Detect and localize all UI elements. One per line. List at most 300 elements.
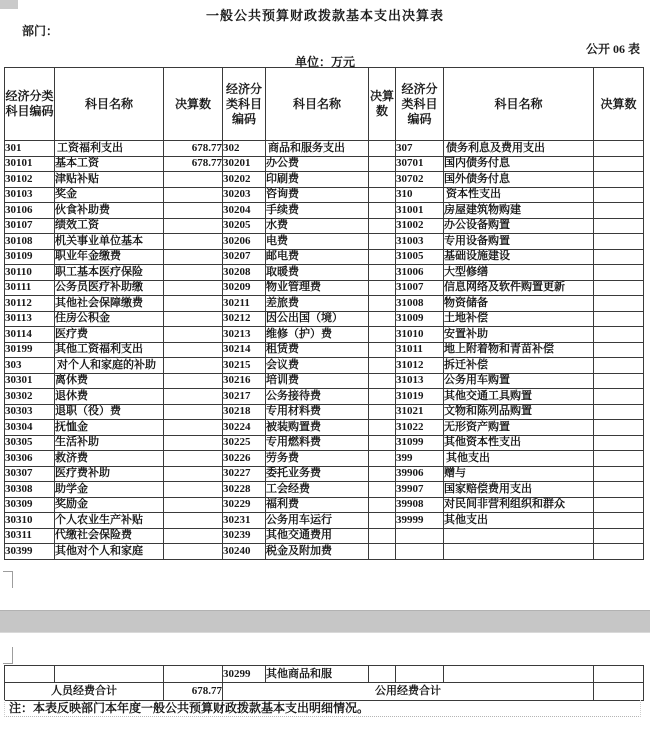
table-row bbox=[5, 482, 644, 498]
value-cell bbox=[369, 280, 396, 296]
name-cell: 机关事业单位基本 bbox=[55, 234, 164, 250]
table-row bbox=[5, 528, 644, 544]
table-row bbox=[5, 203, 644, 219]
value-cell bbox=[164, 435, 223, 451]
value-cell bbox=[164, 249, 223, 265]
name-cell: 物业管理费 bbox=[266, 280, 369, 296]
value-cell bbox=[594, 420, 644, 436]
value-cell bbox=[594, 311, 644, 327]
value-cell bbox=[369, 482, 396, 498]
code-cell: 31010 bbox=[396, 327, 444, 343]
name-cell: 大型修缮 bbox=[444, 265, 594, 281]
value-cell bbox=[369, 435, 396, 451]
value-cell bbox=[594, 342, 644, 358]
value-cell bbox=[164, 327, 223, 343]
name-cell: 工会经费 bbox=[266, 482, 369, 498]
code-cell: 31022 bbox=[396, 420, 444, 436]
value-cell bbox=[594, 466, 644, 482]
header-name-3: 科目名称 bbox=[444, 68, 594, 141]
value-cell bbox=[369, 327, 396, 343]
table-row bbox=[5, 218, 644, 234]
value-cell bbox=[594, 141, 644, 157]
value-cell bbox=[164, 373, 223, 389]
name-cell: 因公出国（境） bbox=[266, 311, 369, 327]
code-cell: 30224 bbox=[223, 420, 266, 436]
name-cell: 绩效工资 bbox=[55, 218, 164, 234]
name-cell: 救济费 bbox=[55, 451, 164, 467]
value-cell bbox=[594, 280, 644, 296]
name-cell: 抚恤金 bbox=[55, 420, 164, 436]
value-cell bbox=[164, 666, 223, 683]
name-cell: 维修（护）费 bbox=[266, 327, 369, 343]
table-number: 公开 06 表 bbox=[585, 42, 640, 56]
code-cell: 30225 bbox=[223, 435, 266, 451]
name-cell: 医疗费补助 bbox=[55, 466, 164, 482]
code-cell: 30702 bbox=[396, 172, 444, 188]
name-cell: 土地补偿 bbox=[444, 311, 594, 327]
value-cell bbox=[594, 404, 644, 420]
value-cell bbox=[594, 296, 644, 312]
name-cell: 基础设施建设 bbox=[444, 249, 594, 265]
value-cell bbox=[164, 234, 223, 250]
name-cell bbox=[444, 528, 594, 544]
value-cell bbox=[369, 265, 396, 281]
name-cell: 基本工资 bbox=[55, 156, 164, 172]
header-value-3: 决算数 bbox=[594, 68, 644, 141]
name-cell: 税金及附加费 bbox=[266, 544, 369, 560]
name-cell: 助学金 bbox=[55, 482, 164, 498]
table-row bbox=[5, 435, 644, 451]
code-cell: 30306 bbox=[5, 451, 55, 467]
table-row bbox=[5, 327, 644, 343]
name-cell: 电费 bbox=[266, 234, 369, 250]
code-cell: 30201 bbox=[223, 156, 266, 172]
personnel-total-label: 人员经费合计 bbox=[5, 683, 164, 701]
code-cell: 303 bbox=[5, 358, 55, 374]
name-cell: 生活补助 bbox=[55, 435, 164, 451]
name-cell: 物资储备 bbox=[444, 296, 594, 312]
value-cell bbox=[369, 420, 396, 436]
header-code-3: 经济分类科目编码 bbox=[396, 68, 444, 141]
code-cell: 30226 bbox=[223, 451, 266, 467]
code-cell: 30310 bbox=[5, 513, 55, 529]
code-cell: 39908 bbox=[396, 497, 444, 513]
value-cell bbox=[594, 218, 644, 234]
code-cell: 30307 bbox=[5, 466, 55, 482]
code-cell: 30299 bbox=[223, 666, 266, 683]
code-cell: 30202 bbox=[223, 172, 266, 188]
code-cell: 301 bbox=[5, 141, 55, 157]
value-cell bbox=[369, 296, 396, 312]
name-cell: 印刷费 bbox=[266, 172, 369, 188]
name-cell: 其他工资福利支出 bbox=[55, 342, 164, 358]
code-cell: 31007 bbox=[396, 280, 444, 296]
name-cell: 房屋建筑物购建 bbox=[444, 203, 594, 219]
value-cell bbox=[369, 451, 396, 467]
name-cell: 工资福利支出 bbox=[55, 141, 164, 157]
name-cell: 咨询费 bbox=[266, 187, 369, 203]
header-name-1: 科目名称 bbox=[55, 68, 164, 141]
name-cell: 公务用车购置 bbox=[444, 373, 594, 389]
name-cell: 对民间非营利组织和群众 bbox=[444, 497, 594, 513]
table-row bbox=[5, 497, 644, 513]
name-cell: 资本性支出 bbox=[444, 187, 594, 203]
name-cell: 赠与 bbox=[444, 466, 594, 482]
value-cell bbox=[594, 389, 644, 405]
name-cell: 对个人和家庭的补助 bbox=[55, 358, 164, 374]
value-cell bbox=[164, 311, 223, 327]
code-cell: 31003 bbox=[396, 234, 444, 250]
value-cell bbox=[369, 404, 396, 420]
value-cell bbox=[369, 373, 396, 389]
code-cell: 30113 bbox=[5, 311, 55, 327]
totals-row bbox=[5, 683, 644, 701]
code-cell: 30240 bbox=[223, 544, 266, 560]
value-cell bbox=[594, 187, 644, 203]
name-cell: 手续费 bbox=[266, 203, 369, 219]
value-cell bbox=[594, 327, 644, 343]
value-cell bbox=[594, 358, 644, 374]
name-cell: 职业年金缴费 bbox=[55, 249, 164, 265]
name-cell: 文物和陈列品购置 bbox=[444, 404, 594, 420]
code-cell: 31021 bbox=[396, 404, 444, 420]
public-total-label: 公用经费合计 bbox=[223, 683, 594, 701]
value-cell bbox=[164, 404, 223, 420]
name-cell: 公务用车运行 bbox=[266, 513, 369, 529]
value-cell: 678.77 bbox=[164, 156, 223, 172]
name-cell: 无形资产购置 bbox=[444, 420, 594, 436]
name-cell: 其他交通工具购置 bbox=[444, 389, 594, 405]
code-cell: 30103 bbox=[5, 187, 55, 203]
name-cell: 公务员医疗补助缴 bbox=[55, 280, 164, 296]
code-cell: 30227 bbox=[223, 466, 266, 482]
value-cell bbox=[594, 373, 644, 389]
value-cell bbox=[369, 203, 396, 219]
name-cell: 国外债务付息 bbox=[444, 172, 594, 188]
value-cell bbox=[164, 544, 223, 560]
table-row bbox=[5, 451, 644, 467]
name-cell bbox=[444, 666, 594, 683]
code-cell: 30205 bbox=[223, 218, 266, 234]
name-cell: 医疗费 bbox=[55, 327, 164, 343]
code-cell: 30214 bbox=[223, 342, 266, 358]
table-note: 注：本表反映部门本年度一般公共预算财政拨款基本支出明细情况。 bbox=[4, 700, 641, 717]
code-cell: 30215 bbox=[223, 358, 266, 374]
code-cell: 30228 bbox=[223, 482, 266, 498]
table-row bbox=[5, 513, 644, 529]
table-row bbox=[5, 544, 644, 560]
code-cell: 30231 bbox=[223, 513, 266, 529]
value-cell bbox=[369, 218, 396, 234]
name-cell: 信息网络及软件购置更新 bbox=[444, 280, 594, 296]
value-cell bbox=[369, 311, 396, 327]
code-cell: 30108 bbox=[5, 234, 55, 250]
code-cell: 30302 bbox=[5, 389, 55, 405]
table-row bbox=[5, 141, 644, 157]
value-cell bbox=[594, 497, 644, 513]
table-row bbox=[5, 404, 644, 420]
code-cell: 30211 bbox=[223, 296, 266, 312]
value-cell bbox=[164, 528, 223, 544]
continuation-row bbox=[5, 666, 644, 683]
code-cell: 31009 bbox=[396, 311, 444, 327]
table-row bbox=[5, 156, 644, 172]
value-cell bbox=[594, 249, 644, 265]
value-cell bbox=[164, 342, 223, 358]
name-cell: 其他商品和服 bbox=[266, 666, 369, 683]
value-cell bbox=[369, 141, 396, 157]
value-cell bbox=[594, 528, 644, 544]
budget-table bbox=[4, 67, 644, 560]
header-name-2: 科目名称 bbox=[266, 68, 369, 141]
name-cell: 福利费 bbox=[266, 497, 369, 513]
code-cell: 30199 bbox=[5, 342, 55, 358]
code-cell bbox=[5, 666, 55, 683]
name-cell bbox=[444, 544, 594, 560]
value-cell bbox=[164, 280, 223, 296]
value-cell bbox=[594, 451, 644, 467]
personnel-total-value: 678.77 bbox=[164, 683, 223, 701]
table-row bbox=[5, 249, 644, 265]
name-cell: 奖金 bbox=[55, 187, 164, 203]
code-cell: 30209 bbox=[223, 280, 266, 296]
code-cell: 30204 bbox=[223, 203, 266, 219]
value-cell bbox=[594, 544, 644, 560]
header-code-1: 经济分类科目编码 bbox=[5, 68, 55, 141]
name-cell: 办公设备购置 bbox=[444, 218, 594, 234]
value-cell bbox=[164, 497, 223, 513]
name-cell bbox=[55, 666, 164, 683]
name-cell: 被装购置费 bbox=[266, 420, 369, 436]
name-cell: 其他对个人和家庭 bbox=[55, 544, 164, 560]
value-cell bbox=[369, 187, 396, 203]
value-cell bbox=[164, 218, 223, 234]
value-cell bbox=[369, 156, 396, 172]
name-cell: 退职（役）费 bbox=[55, 404, 164, 420]
code-cell bbox=[396, 528, 444, 544]
code-cell: 39907 bbox=[396, 482, 444, 498]
code-cell: 30114 bbox=[5, 327, 55, 343]
value-cell bbox=[369, 234, 396, 250]
value-cell bbox=[164, 265, 223, 281]
value-cell bbox=[594, 666, 644, 683]
value-cell bbox=[369, 342, 396, 358]
name-cell: 其他交通费用 bbox=[266, 528, 369, 544]
code-cell: 30208 bbox=[223, 265, 266, 281]
code-cell: 31011 bbox=[396, 342, 444, 358]
value-cell bbox=[594, 156, 644, 172]
name-cell: 劳务费 bbox=[266, 451, 369, 467]
code-cell bbox=[396, 666, 444, 683]
code-cell: 307 bbox=[396, 141, 444, 157]
page-break-band bbox=[0, 610, 650, 633]
value-cell bbox=[164, 187, 223, 203]
name-cell: 安置补助 bbox=[444, 327, 594, 343]
name-cell: 其他支出 bbox=[444, 451, 594, 467]
code-cell: 30301 bbox=[5, 373, 55, 389]
code-cell: 30239 bbox=[223, 528, 266, 544]
code-cell: 31012 bbox=[396, 358, 444, 374]
name-cell: 取暖费 bbox=[266, 265, 369, 281]
name-cell: 奖励金 bbox=[55, 497, 164, 513]
main-table-body bbox=[5, 141, 644, 560]
name-cell: 债务利息及费用支出 bbox=[444, 141, 594, 157]
name-cell: 津贴补贴 bbox=[55, 172, 164, 188]
code-cell: 30304 bbox=[5, 420, 55, 436]
code-cell: 39906 bbox=[396, 466, 444, 482]
code-cell: 30111 bbox=[5, 280, 55, 296]
value-cell bbox=[164, 466, 223, 482]
code-cell: 31013 bbox=[396, 373, 444, 389]
code-cell: 399 bbox=[396, 451, 444, 467]
code-cell bbox=[396, 544, 444, 560]
value-cell bbox=[164, 389, 223, 405]
name-cell: 职工基本医疗保险 bbox=[55, 265, 164, 281]
table-row bbox=[5, 389, 644, 405]
table-row bbox=[5, 420, 644, 436]
name-cell: 代缴社会保险费 bbox=[55, 528, 164, 544]
table-row bbox=[5, 172, 644, 188]
code-cell: 31008 bbox=[396, 296, 444, 312]
value-cell bbox=[369, 249, 396, 265]
code-cell: 302 bbox=[223, 141, 266, 157]
name-cell: 国家赔偿费用支出 bbox=[444, 482, 594, 498]
code-cell: 31005 bbox=[396, 249, 444, 265]
name-cell: 伙食补助费 bbox=[55, 203, 164, 219]
value-cell bbox=[594, 435, 644, 451]
value-cell bbox=[369, 666, 396, 683]
value-cell bbox=[369, 544, 396, 560]
name-cell: 办公费 bbox=[266, 156, 369, 172]
code-cell: 30203 bbox=[223, 187, 266, 203]
value-cell bbox=[164, 482, 223, 498]
value-cell bbox=[594, 482, 644, 498]
code-cell: 30217 bbox=[223, 389, 266, 405]
table-row bbox=[5, 280, 644, 296]
name-cell: 差旅费 bbox=[266, 296, 369, 312]
table-row bbox=[5, 311, 644, 327]
unit-label: 单位：万元 bbox=[294, 55, 355, 69]
value-cell bbox=[594, 265, 644, 281]
value-cell bbox=[164, 420, 223, 436]
value-cell bbox=[164, 172, 223, 188]
header-code-2: 经济分类科目编码 bbox=[223, 68, 266, 141]
name-cell: 培训费 bbox=[266, 373, 369, 389]
table-row bbox=[5, 342, 644, 358]
code-cell: 30311 bbox=[5, 528, 55, 544]
name-cell: 地上附着物和青苗补偿 bbox=[444, 342, 594, 358]
table-row bbox=[5, 358, 644, 374]
code-cell: 30101 bbox=[5, 156, 55, 172]
code-cell: 30216 bbox=[223, 373, 266, 389]
table-row bbox=[5, 234, 644, 250]
table-row bbox=[5, 373, 644, 389]
code-cell: 30107 bbox=[5, 218, 55, 234]
name-cell: 专用材料费 bbox=[266, 404, 369, 420]
value-cell bbox=[369, 389, 396, 405]
name-cell: 商品和服务支出 bbox=[266, 141, 369, 157]
value-cell bbox=[369, 466, 396, 482]
code-cell: 31006 bbox=[396, 265, 444, 281]
code-cell: 30102 bbox=[5, 172, 55, 188]
page1-corner-mark bbox=[3, 571, 13, 588]
name-cell: 其他支出 bbox=[444, 513, 594, 529]
name-cell: 租赁费 bbox=[266, 342, 369, 358]
value-cell bbox=[164, 358, 223, 374]
value-cell bbox=[594, 203, 644, 219]
page2-corner-mark bbox=[3, 647, 13, 664]
name-cell: 其他社会保障缴费 bbox=[55, 296, 164, 312]
code-cell: 30109 bbox=[5, 249, 55, 265]
name-cell: 水费 bbox=[266, 218, 369, 234]
value-cell: 678.77 bbox=[164, 141, 223, 157]
value-cell bbox=[369, 358, 396, 374]
code-cell: 30308 bbox=[5, 482, 55, 498]
code-cell: 31019 bbox=[396, 389, 444, 405]
header-value-2: 决算数 bbox=[369, 68, 396, 141]
code-cell: 30218 bbox=[223, 404, 266, 420]
page-title: 一般公共预算财政拨款基本支出决算表 bbox=[205, 8, 444, 23]
code-cell: 30106 bbox=[5, 203, 55, 219]
name-cell: 离休费 bbox=[55, 373, 164, 389]
value-cell bbox=[164, 203, 223, 219]
code-cell: 31001 bbox=[396, 203, 444, 219]
code-cell: 30305 bbox=[5, 435, 55, 451]
code-cell: 30207 bbox=[223, 249, 266, 265]
value-cell bbox=[164, 296, 223, 312]
value-cell bbox=[594, 234, 644, 250]
name-cell: 个人农业生产补贴 bbox=[55, 513, 164, 529]
name-cell: 国内债务付息 bbox=[444, 156, 594, 172]
name-cell: 拆迁补偿 bbox=[444, 358, 594, 374]
public-total-value bbox=[594, 683, 644, 701]
table-row bbox=[5, 265, 644, 281]
name-cell: 其他资本性支出 bbox=[444, 435, 594, 451]
code-cell: 30309 bbox=[5, 497, 55, 513]
code-cell: 310 bbox=[396, 187, 444, 203]
value-cell bbox=[594, 513, 644, 529]
name-cell: 退休费 bbox=[55, 389, 164, 405]
department-label: 部门： bbox=[22, 24, 59, 38]
table-header-row bbox=[5, 68, 644, 141]
code-cell: 30206 bbox=[223, 234, 266, 250]
name-cell: 专用燃料费 bbox=[266, 435, 369, 451]
value-cell bbox=[369, 497, 396, 513]
name-cell: 专用设备购置 bbox=[444, 234, 594, 250]
code-cell: 30212 bbox=[223, 311, 266, 327]
name-cell: 住房公积金 bbox=[55, 311, 164, 327]
code-cell: 30399 bbox=[5, 544, 55, 560]
value-cell bbox=[164, 451, 223, 467]
code-cell: 31002 bbox=[396, 218, 444, 234]
code-cell: 30112 bbox=[5, 296, 55, 312]
name-cell: 公务接待费 bbox=[266, 389, 369, 405]
budget-table-continuation bbox=[4, 665, 644, 701]
code-cell: 30229 bbox=[223, 497, 266, 513]
code-cell: 31099 bbox=[396, 435, 444, 451]
value-cell bbox=[369, 528, 396, 544]
name-cell: 邮电费 bbox=[266, 249, 369, 265]
code-cell: 30213 bbox=[223, 327, 266, 343]
header-value-1: 决算数 bbox=[164, 68, 223, 141]
table-row bbox=[5, 466, 644, 482]
value-cell bbox=[594, 172, 644, 188]
table-row bbox=[5, 296, 644, 312]
value-cell bbox=[369, 172, 396, 188]
table-row bbox=[5, 187, 644, 203]
name-cell: 会议费 bbox=[266, 358, 369, 374]
code-cell: 39999 bbox=[396, 513, 444, 529]
